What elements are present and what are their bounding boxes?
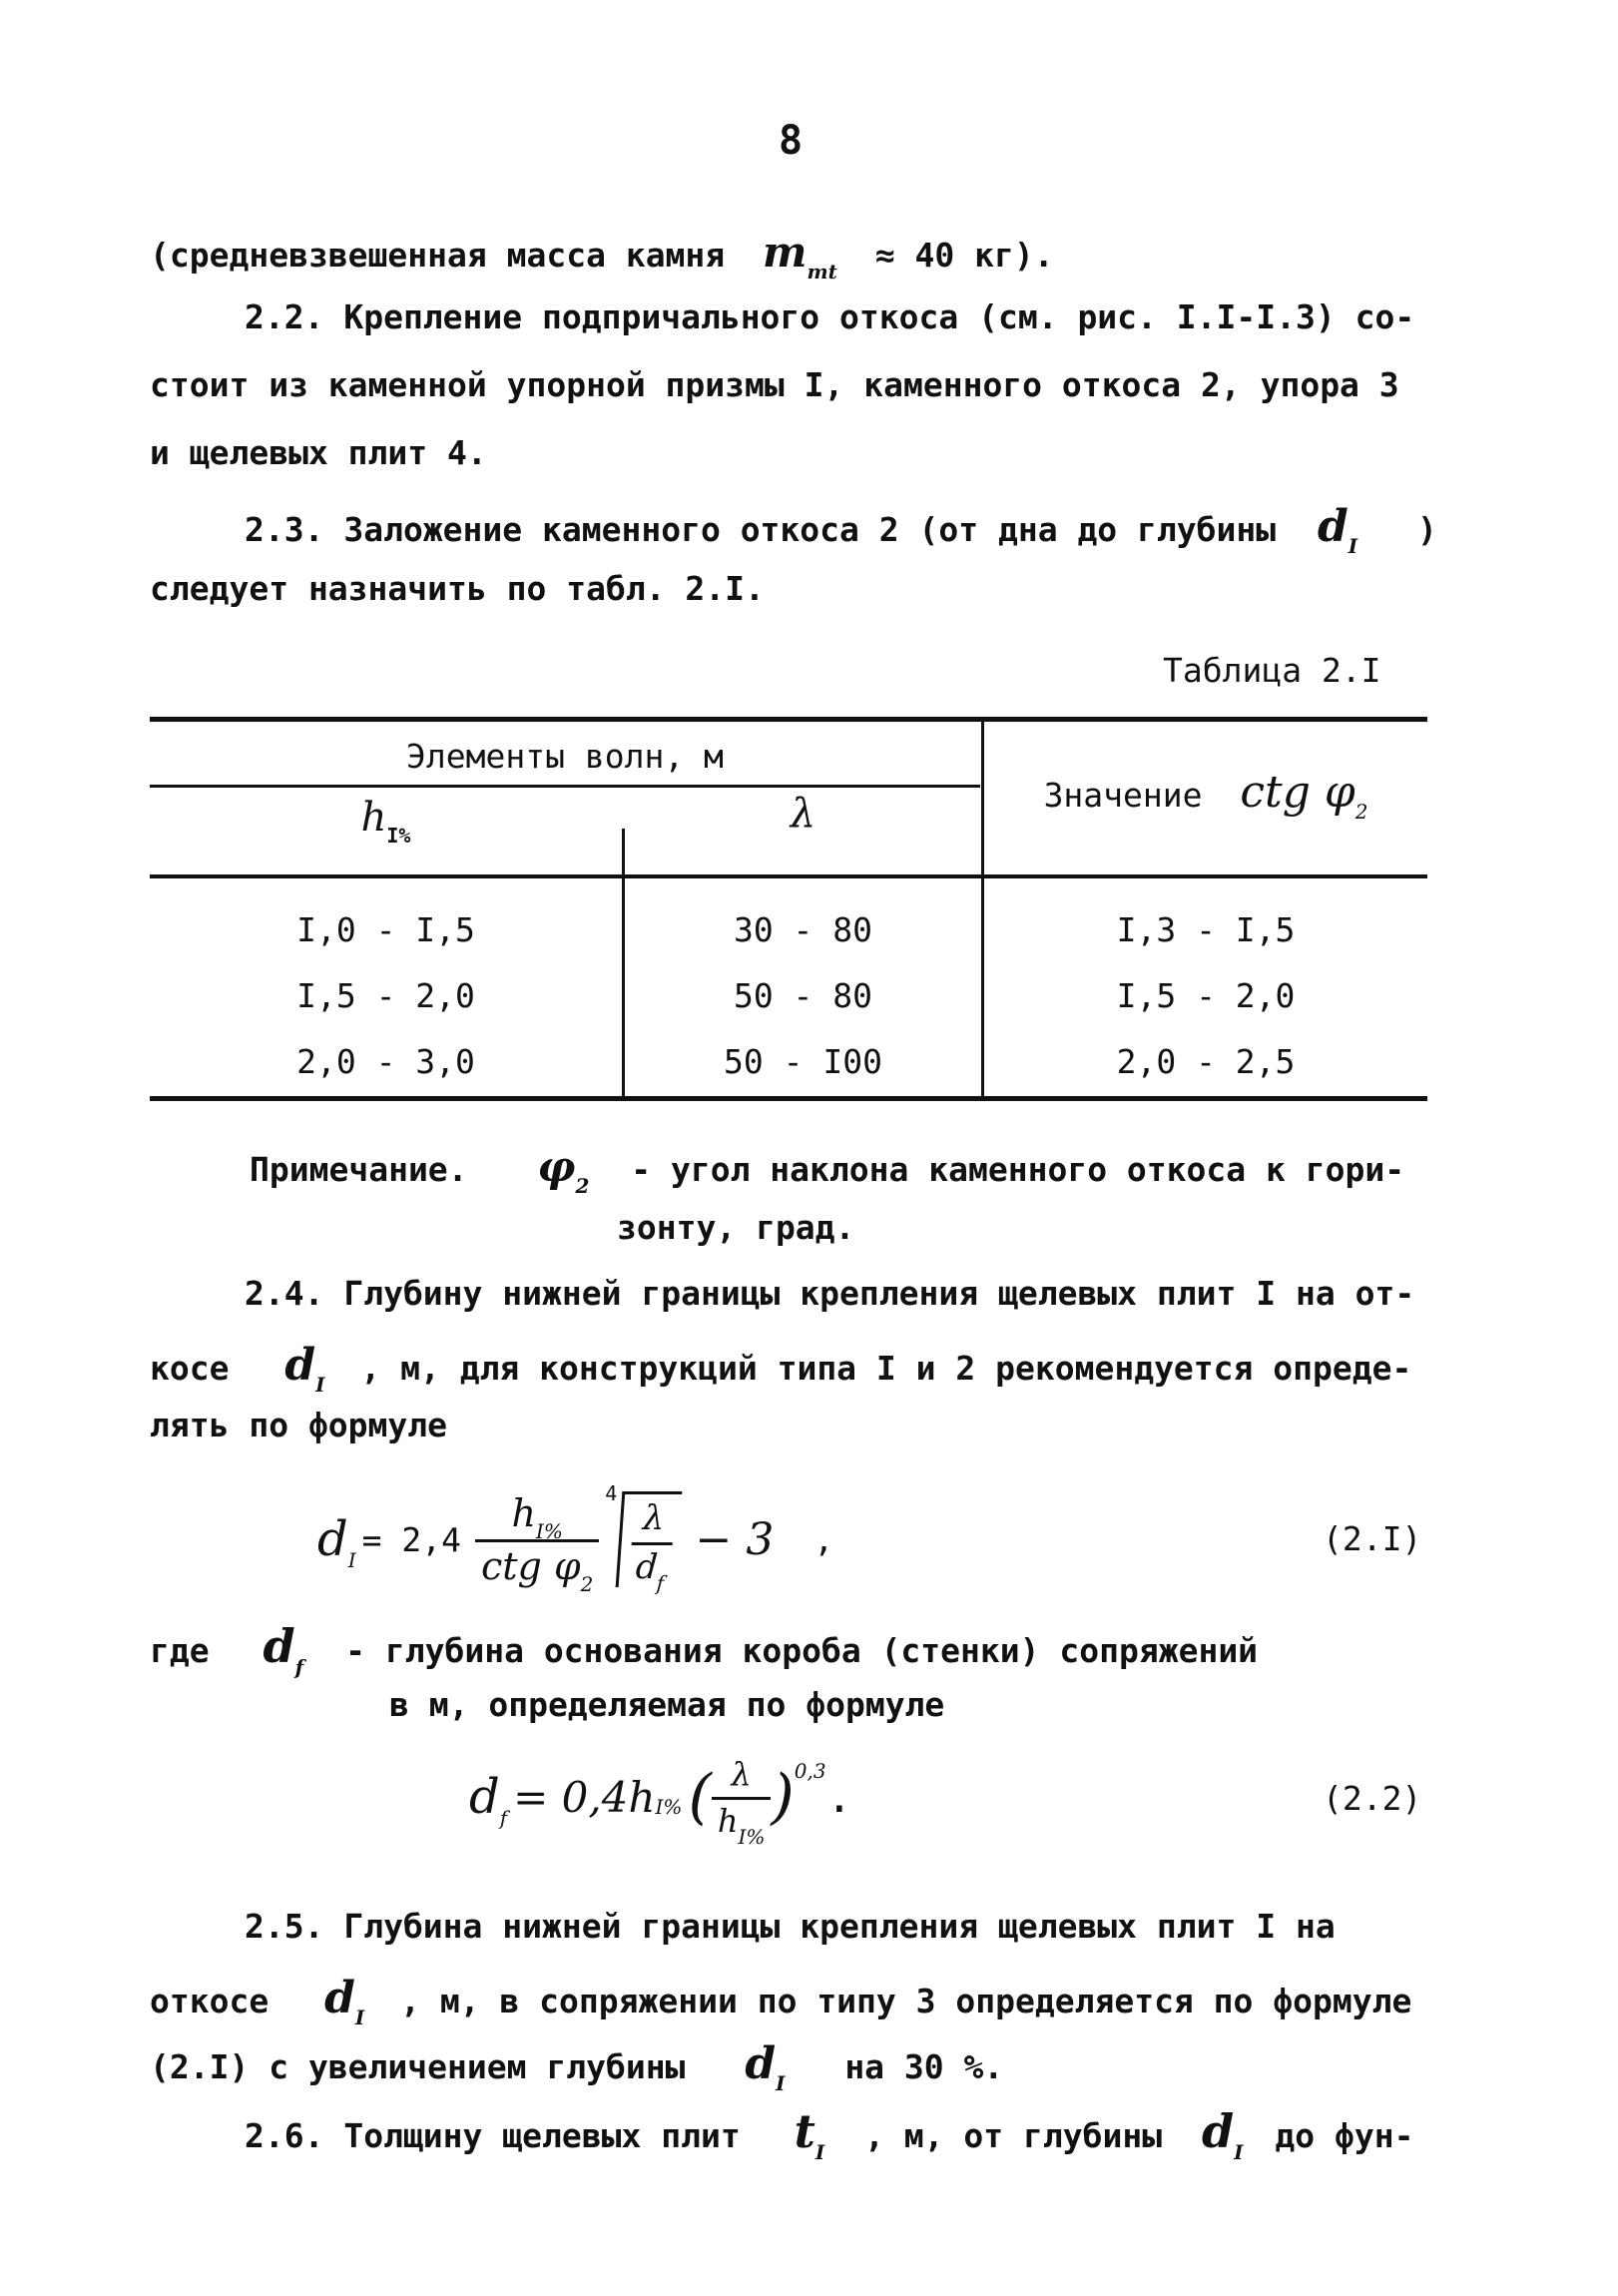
table-note-line-2: зонту, град. bbox=[617, 1208, 855, 1247]
table-bottom-rule bbox=[150, 1096, 1427, 1101]
where-line-1: где $d_f$ - глубина основания короба (стенки) сопряжений bbox=[150, 1619, 1259, 1679]
paragraph-2-2-line-3: и щелевых плит 4. bbox=[150, 433, 487, 472]
paragraph-2-4-line-2: косе $d_I$ , м, для конструкций типа I и 2 рекомендуется опреде- bbox=[150, 1340, 1412, 1397]
table-header-h1: $h_{I\%}$ bbox=[360, 795, 411, 848]
table-cell: 2,0 - 2,5 bbox=[1116, 1042, 1296, 1081]
paragraph-2-2-line-2: стоит из каменной упорной призмы I, каменного откоса 2, упора 3 bbox=[150, 365, 1399, 404]
equation-2-1: $d_I$ = 2,4 $\frac{h_{I\%}}{ctg \varphi_2}$ 4 $\frac{\lambda}{d_f}$ − 3 , bbox=[317, 1481, 834, 1596]
where-line-2: в м, определяемая по формуле bbox=[389, 1685, 945, 1724]
table-cell: I,5 - 2,0 bbox=[296, 976, 475, 1015]
table-group-rule bbox=[150, 785, 980, 788]
paragraph-2-3-line-2: следует назначить по табл. 2.I. bbox=[150, 569, 765, 608]
table-cell: I,3 - I,5 bbox=[1116, 910, 1296, 949]
table-header-group: Элементы волн, м bbox=[406, 737, 724, 776]
equation-2-2-number: (2.2) bbox=[1323, 1779, 1422, 1818]
page-number: 8 bbox=[779, 118, 804, 164]
paragraph-2-5-line-1: 2.5. Глубина нижней границы крепления щелевых плит I на bbox=[245, 1907, 1336, 1946]
paragraph-2-5-line-3: (2.I) с увеличением глубины $d_I$ на 30 %. bbox=[150, 2038, 1004, 2095]
paragraph-2-2-line-1: 2.2. Крепление подпричального откоса (см. рис. I.I-I.3) со- bbox=[245, 297, 1415, 336]
table-header-rule bbox=[150, 874, 1427, 878]
variable-d1: $d_I$ bbox=[1318, 501, 1358, 558]
table-cell: I,5 - 2,0 bbox=[1116, 976, 1296, 1015]
paragraph-2-6-line-1: 2.6. Толщину щелевых плит $t_I$ , м, от глубины $d_I$ до фун- bbox=[245, 2104, 1414, 2164]
table-header-lambda: λ bbox=[790, 791, 816, 837]
variable-m: $m_{mt}$ bbox=[763, 228, 837, 284]
equation-2-1-fraction: $\frac{h_{I\%}}{ctg \varphi_2}$ bbox=[475, 1491, 599, 1588]
table-top-rule bbox=[150, 717, 1427, 722]
paragraph-2-5-line-2: откосе $d_I$ , м, в сопряжении по типу 3 определяется по формуле bbox=[150, 1973, 1412, 2029]
equation-2-2-fraction: $\frac{\lambda}{h_{I\%}}$ bbox=[712, 1755, 772, 1840]
table-cell: I,0 - I,5 bbox=[296, 910, 475, 949]
table-cell: 50 - 80 bbox=[733, 976, 873, 1015]
variable-phi2: $\varphi_2$ bbox=[537, 1142, 590, 1198]
paragraph-2-3-line-1: 2.3. Заложение каменного откоса 2 (от дна до глубины $d_I$ ) bbox=[245, 501, 1437, 558]
paragraph-2-4-line-3: лять по формуле bbox=[150, 1406, 448, 1444]
table-header-value: Значение ctg $\varphi_2$ bbox=[1043, 767, 1368, 824]
text-line-1: (средневзвешенная масса камня $m_{mt} \approx 40$ кг). bbox=[150, 228, 1054, 284]
table-caption: Таблица 2.I bbox=[1163, 651, 1381, 690]
table-cell: 50 - I00 bbox=[724, 1042, 882, 1081]
paragraph-2-4-line-1: 2.4. Глубину нижней границы крепления щелевых плит I на от- bbox=[245, 1274, 1415, 1313]
table-cell: 2,0 - 3,0 bbox=[296, 1042, 475, 1081]
equation-2-1-root: 4 $\frac{\lambda}{d_f}$ bbox=[619, 1491, 679, 1587]
table-cell: 30 - 80 bbox=[733, 910, 873, 949]
equation-2-1-number: (2.I) bbox=[1323, 1519, 1422, 1558]
table-note-line-1: Примечание. $\varphi_2$ - угол наклона каменного откоса к гори- bbox=[250, 1142, 1405, 1198]
equation-2-2: $d_f$ = 0,4h I% ( $\frac{\lambda}{h_{I\%}}$ ) 0,3 . bbox=[469, 1754, 853, 1849]
